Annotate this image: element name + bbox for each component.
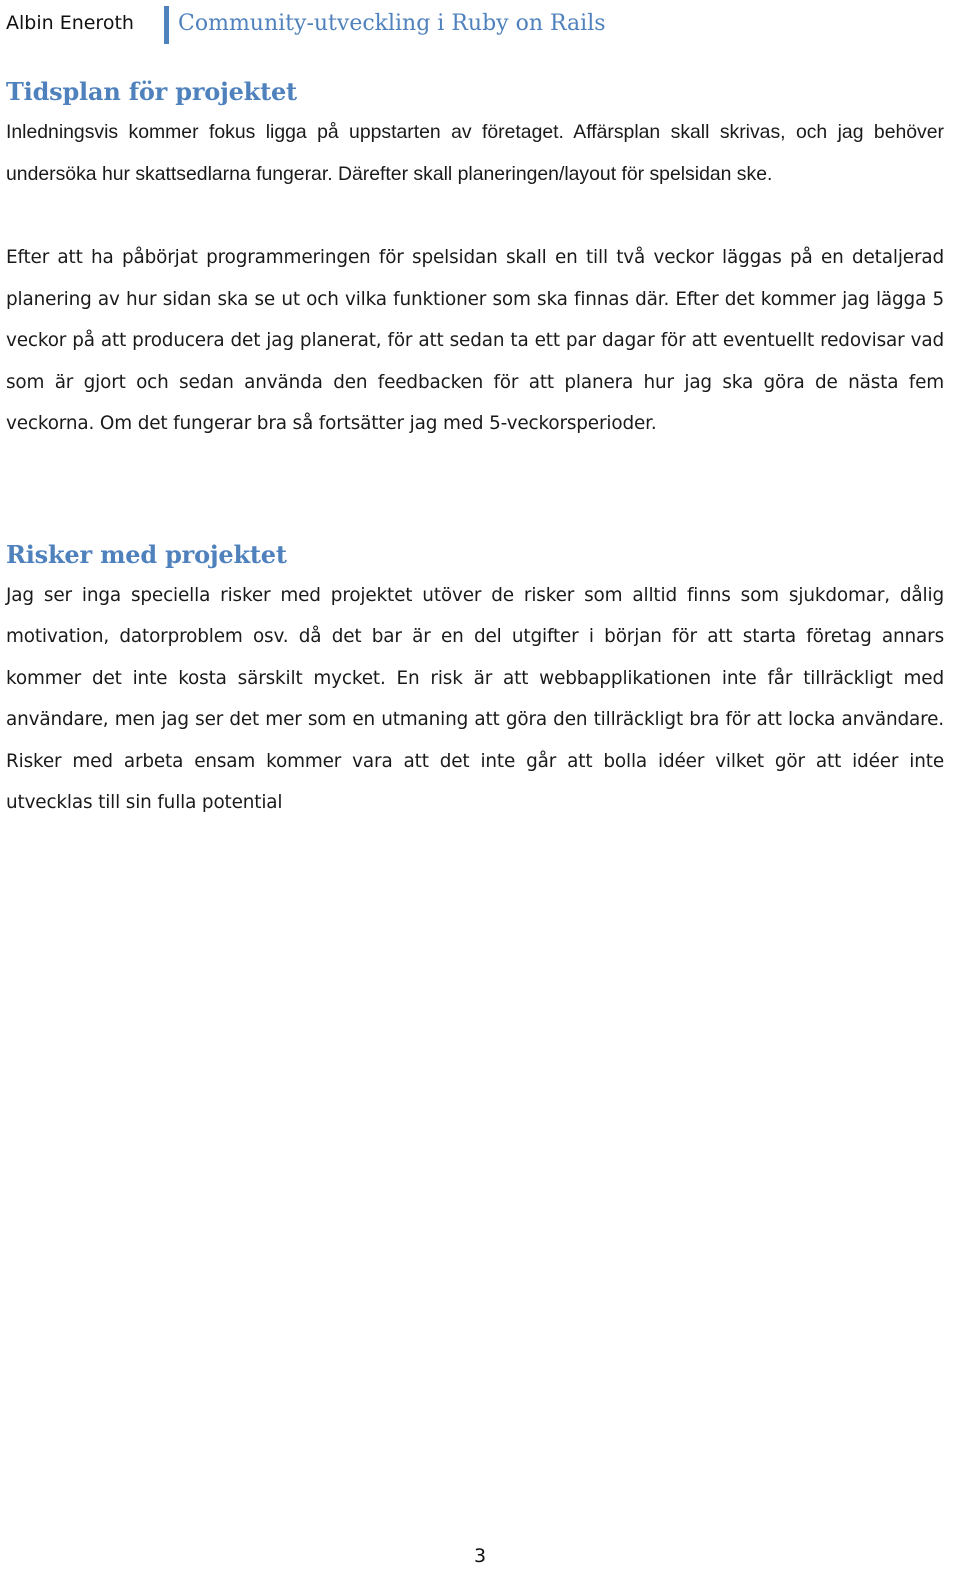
header-author: Albin Eneroth	[6, 12, 134, 34]
paragraph: Inledningsvis kommer fokus ligga på uppstarten av företaget. Affärsplan skall skrivas, och jag behöver undersöka hur skattsedlarna fungerar. Därefter skall planeringen/layout för spelsidan ske.	[6, 121, 944, 185]
section-tidsplan	[6, 72, 944, 445]
section-heading: Tidsplan för projektet	[6, 77, 297, 106]
page-header	[6, 6, 946, 46]
section-spacer	[6, 445, 944, 535]
section-heading: Risker med projektet	[6, 539, 287, 569]
header-title: Community-utveckling i Ruby on Rails	[178, 11, 606, 36]
document-body	[6, 72, 944, 824]
page-number: 3	[473, 1545, 487, 1567]
paragraph: Efter att ha påbörjat programmeringen för spelsidan skall en till två veckor läggas på en detaljerad planering av hur sidan ska se ut och vilka funktioner som ska finnas där. Efter det kommer jag lägga 5 veckor på att producera det jag planerat, för att sedan ta ett par dagar för att eventuellt redovisar vad som är gjort och sedan använda den feedbacken för att planera hur jag ska göra de nästa fem veckorna. Om det fungerar bra så fortsätter jag med 5-veckorsperioder.	[6, 247, 944, 434]
section-risker	[6, 535, 944, 824]
paragraph: Jag ser inga speciella risker med projektet utöver de risker som alltid finns som sjukdomar, dålig motivation, datorproblem osv. då det bar är en del utgifter i början för att starta företag annars kommer det inte kosta särskilt mycket. En risk är att webbapplikationen inte får tillräckligt med användare, men jag ser det mer som en utmaning att göra den tillräckligt bra för att locka användare. Risker med arbeta ensam kommer vara att det inte går att bolla idéer vilket gör att idéer inte utvecklas till sin fulla potential	[6, 584, 944, 813]
paragraph-spacer	[6, 195, 944, 237]
header-divider	[164, 6, 169, 44]
